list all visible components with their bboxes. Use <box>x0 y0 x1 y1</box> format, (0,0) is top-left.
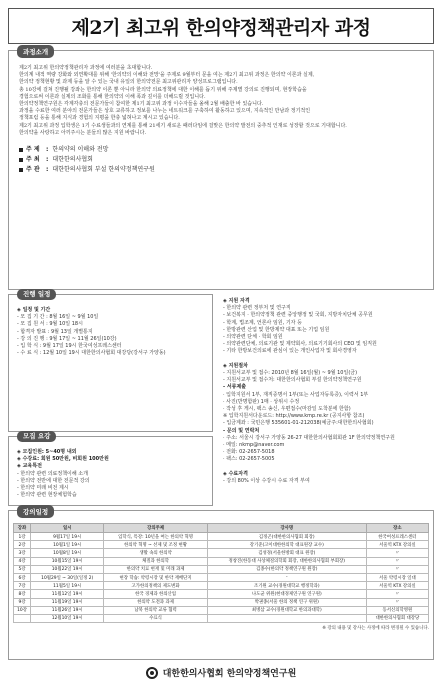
text-line: - 한의약 미래 비전 제시 <box>17 485 69 492</box>
table-cell: 한국여성프레스센터 <box>366 533 428 541</box>
table-cell: 고가한의정책의 제도변화 <box>104 582 208 590</box>
text-line: - 학계, 법조계, 언론사 임원, 기자 등 <box>223 319 302 326</box>
text-line: - 한의약 관련 현장체험학습 <box>17 492 77 499</box>
table-row <box>14 590 429 598</box>
table-cell: 조기원 교수(경원대학교 행정학과) <box>207 582 366 590</box>
footnote: ※ 강의 내용 및 강사는 사정에 따라 변경될 수 있습니다. <box>322 626 429 632</box>
overview-section <box>8 50 434 290</box>
info-row: 주 최 : 대한한의사협회 <box>19 155 427 165</box>
tab-recruit: 모집 요강 <box>17 431 56 442</box>
table-cell: 서울역 KTX 강의실 <box>366 582 428 590</box>
tab-lecture-schedule: 강의일정 <box>17 505 54 518</box>
table-cell: 12월10일 19시 <box>31 614 104 622</box>
square-bullet-icon <box>19 168 23 172</box>
table-row <box>14 573 429 581</box>
text-line: · 팩스: 02-2657-5005 <box>223 456 275 463</box>
square-bullet-icon <box>19 158 23 162</box>
table-cell: 한국 경제과 한의산업 <box>104 590 208 598</box>
info-row: 주 제 : 한의약의 이해와 전망 <box>19 145 427 155</box>
intro-line: 정책포럼 등을 통해 지식과 경험의 지평을 한층 넓혀나고 계시고 있습니다. <box>19 115 180 122</box>
table-row <box>14 549 429 557</box>
table-cell: 김종수(한의약 정책연구원 원장) <box>207 565 366 573</box>
table-cell: 김정곤(대한한의사협회 회장) <box>207 533 366 541</box>
table-cell: 체질과 한의학 <box>104 557 208 565</box>
tab-schedule-info: 진행 일정 <box>17 289 56 300</box>
table-header: 일시 <box>31 524 104 533</box>
association-logo-icon <box>146 667 158 679</box>
table-cell: 8강 <box>14 590 31 598</box>
intro-line: 한의약 정책현황 및 과제 등을 알 수 있는 국내 유일의 한의약전문 최고위관리자 양성프로그램입니다. <box>19 79 238 86</box>
table-cell: 11월26일 19시 <box>31 606 104 614</box>
table-cell: 한의약 치료 현재 및 미래 과제 <box>104 565 208 573</box>
organization-name: 대한한의사협회 한의약정책연구원 <box>162 669 297 679</box>
text-line: ※ 입학지원서다운로드: http://www.kmp.re.kr (공지사항 참조) <box>223 413 365 420</box>
table-cell: 정창진(한동대 사상체질의학회 회장, 대한한의사협회 부회장) <box>207 557 366 565</box>
intro-line: 한의약을 사랑하고 아끼주시는 분들의 많은 지원 바랍니다. <box>19 129 147 136</box>
table-cell: 10월1일 19시 <box>31 541 104 549</box>
intro-line: 경험으로써 이론과 실제의 조화를 통해 한의약의 이해 폭과 깊이를 더해드릴 것입니다. <box>19 93 206 100</box>
text-line: - 입금계좌 : 국민은행 535601-01-212038(예금주:대한한의사협회) <box>223 420 374 427</box>
table-cell: 한의약 도전과 과제 <box>104 598 208 606</box>
text-line: - 의약관련 단체 · 학회 임원 <box>223 334 283 341</box>
table-cell: 강기준(고이대한한의학 대표원장 교수) <box>207 541 366 549</box>
table-cell: 한의약 혁명 ~ 선제 및 조정 현황 <box>104 541 208 549</box>
text-line: · 주소: 서울시 강서구 가양동 26-27 대한한의사협회회관 1F 한의약정책연구원 <box>223 434 395 441</box>
table-cell <box>207 614 366 622</box>
table-cell: 〃 <box>366 557 428 565</box>
table-cell <box>14 614 31 622</box>
intro-text <box>19 65 427 137</box>
text-line: - 입 학 식 : 9월 17일 19시 한국여성프레스센터 <box>17 343 122 350</box>
text-line: - 의약관련단체, 의료기관 및 제약회사, 의료기기회사의 CEO 및 임직원 <box>223 341 377 348</box>
recruit-box <box>8 432 213 506</box>
table-cell: 남북 한의약 교류 협력 <box>104 606 208 614</box>
intro-line: 제2기 최고위 한의약정책관리자 과정에 여러분을 초대합니다. <box>19 65 153 71</box>
text-line: - 지원서교부 및 접수처: 대한한의사협회 부설 한의약정책연구원 <box>223 377 362 384</box>
table-cell: 9월17일 19시 <box>31 533 104 541</box>
details-area <box>8 290 434 510</box>
text-line: - 수 료 식 : 12월 10일 19시 대한한의사협회 대강당(강서구 가양동) <box>17 350 166 357</box>
intro-line: 과정을 수료한 여러 분야의 전문가들은 상호 교류하고 정보를 나누는 네트워크를 구축하여 활동하고 있으며, 지속적인 만남과 정기적인 <box>19 108 311 115</box>
text-line: ◈ 모집인원: 5~40명 내외 <box>17 449 77 455</box>
text-line: - 보건복지 · 한의약정책 관련 중앙행정 및 국회, 지방자치단체 공무원 <box>223 312 373 319</box>
table-cell: 10월22일 19시 <box>31 565 104 573</box>
table-cell: 6강 <box>14 573 31 581</box>
table-cell: 1강 <box>14 533 31 541</box>
table-row <box>14 606 429 614</box>
text-line: - 모 집 기 간 : 8월 16일 ~ 9월 10일 <box>17 314 99 321</box>
text-line: - 기타 한방보건의료에 관심이 있는 개인사업자 및 회사경영자 <box>223 348 357 355</box>
table-cell: 최병삼 교수(경원대학교 한의과대학) <box>207 606 366 614</box>
table-cell: 2강 <box>14 541 31 549</box>
lecture-table <box>13 523 429 623</box>
organization-footer <box>6 666 436 679</box>
table-cell: 생활 속의 한의약 <box>104 549 208 557</box>
table-cell: 나도균 위원(현대경제연구원 연구원) <box>207 590 366 598</box>
text-line: - 강 의 진 행 : 9월 17일 ~ 11월 26일(10강) <box>17 335 117 342</box>
table-cell: 현장 학습: 약령시장 및 한약 재배단지 <box>104 573 208 581</box>
text-line: - 문의 및 연락처 <box>223 427 260 434</box>
text-line: - 한방관련 산업 및 한방제약 대표 또는 기업 임원 <box>223 326 330 333</box>
table-row <box>14 598 429 606</box>
table-cell: 박권종(서울 한의 정책 연구 위원) <box>207 598 366 606</box>
table-row <box>14 565 429 573</box>
tab-overview: 과정소개 <box>17 45 54 58</box>
text-line: · 전화: 02-2657-5018 <box>223 449 275 456</box>
schedule-box <box>8 290 213 432</box>
table-cell: 7강 <box>14 582 31 590</box>
text-line: · 메일: nkmp@naver.com <box>223 442 285 449</box>
left-column <box>8 290 213 510</box>
text-line: - 한의약 관련 정부처 및 연구직 <box>223 305 291 312</box>
table-row <box>14 533 429 541</box>
text-line: - 서류제출 <box>223 384 247 391</box>
table-header: 강좌 <box>14 524 31 533</box>
table-cell: 〃 <box>366 549 428 557</box>
table-row <box>14 582 429 590</box>
intro-line: 총 10강에 걸쳐 진행될 강좌는 한의약 이론 뿐 아니라 한의약 의료정책에 대한 이해를 돕기 위해 주제별 강의로 진행되며, 현장학습을 <box>19 86 307 93</box>
table-cell: 10월15일 19시 <box>31 557 104 565</box>
intro-line: 한의약정책연구원은 각계각층의 전문가들이 참여한 제1기 최고위 과정 이수자들을 올해 2월 배출한 바 있습니다. <box>19 101 264 108</box>
table-header: 강사명 <box>207 524 366 533</box>
table-cell: 입학식, 특강: 10년을 여는 한의약 혁명 <box>104 533 208 541</box>
table-cell: 〃 <box>366 565 428 573</box>
table-cell: 동서신의학병원 <box>366 606 428 614</box>
table-cell: 〃 <box>366 590 428 598</box>
square-bullet-icon <box>19 148 23 152</box>
table-cell: 3강 <box>14 549 31 557</box>
text-line: ◈ 지원절차 <box>223 362 248 369</box>
table-row <box>14 541 429 549</box>
table-cell: - <box>207 573 366 581</box>
text-line: - 모 집 원 서 : 9월 10일 18시 <box>17 321 83 328</box>
info-row: 주 관 : 대한한의사협회 부설 한의약정책연구원 <box>19 165 427 175</box>
table-cell: 11월19일 19시 <box>31 598 104 606</box>
text-line: · 작성 후 게시, 팩스 송신, 우편접수(마감일 도착분에 한함) <box>223 406 351 413</box>
table-cell: 4강 <box>14 557 31 565</box>
table-header: 장소 <box>366 524 428 533</box>
info-list <box>19 145 427 175</box>
table-cell: 김성경(서울한방회 대표 원장) <box>207 549 366 557</box>
text-line: - 지원서교부 및 접수: 2010년 8월 16일(월) ~ 9월 10일(금) <box>223 370 358 377</box>
text-line: · 사진(반명함판) 1매 · 상위시 수정 <box>223 398 300 405</box>
text-line: ◈ 지원 자격 <box>223 298 250 304</box>
page-title: 제2기 최고위 한의약정책관리자 과정 <box>71 16 371 39</box>
table-cell: 서울역 KTX 강의실 <box>366 541 428 549</box>
table-cell: 11월5일 19시 <box>31 582 104 590</box>
text-line: - 합격자 발표 : 9월 13일 개별통지 <box>17 328 93 335</box>
table-cell: 수료식 <box>104 614 208 622</box>
table-cell: 서울 약령시장 일대 <box>366 573 428 581</box>
text-line <box>223 356 430 363</box>
text-line: ◈ 수료자격 <box>223 470 248 477</box>
table-header: 강의주제 <box>104 524 208 533</box>
text-line: - 강의 80% 이상 수강시 수료 자격 부여 <box>223 478 310 485</box>
text-line: - 한의약 전반에 대한 전문적 강의 <box>17 477 90 484</box>
text-line: · 입학지원서 1부, 재직증명서 1부(또는 사업자등록증), 이력서 1부 <box>223 391 369 398</box>
text-line: ◈ 수강료: 회원 50만원, 비회원 100만원 <box>17 456 109 463</box>
intro-line: 제2기 최고위 과정 입학생은 1기 수료생들과의 연계를 통해 21세기 새로운 패러다임에 걸맞은 한의약 발전의 중추적 인재로 성장할 것으로 기대합니다. <box>19 122 347 129</box>
right-column <box>213 294 434 510</box>
text-line <box>223 464 430 471</box>
table-cell: 10월29일 ~ 30일(일정 2) <box>31 573 104 581</box>
intro-line: 한의계 내적 역량 강화와 외연확대를 위해 '한의약의 이해와 전망'을 주제로 9월부터 문을 여는 제2기 최고위 과정은 한의약 이론과 실제, <box>19 72 315 79</box>
text-line: - 한의약 관련 의료정책이해 소개 <box>17 470 88 477</box>
title-bar <box>8 8 434 44</box>
table-row <box>14 614 429 622</box>
text-line: ◈ 일정 및 기간 <box>17 307 51 313</box>
lecture-schedule-section <box>8 510 434 660</box>
table-cell: 〃 <box>366 598 428 606</box>
text-line: ◈ 교육특전 <box>17 463 42 470</box>
table-cell: 10강 <box>14 606 31 614</box>
table-cell: 9강 <box>14 598 31 606</box>
table-cell: 10월8일 19시 <box>31 549 104 557</box>
table-cell: 5강 <box>14 565 31 573</box>
table-cell: 대한한의사협회 대강당 <box>366 614 428 622</box>
table-row <box>14 557 429 565</box>
table-cell: 11월12일 19시 <box>31 590 104 598</box>
